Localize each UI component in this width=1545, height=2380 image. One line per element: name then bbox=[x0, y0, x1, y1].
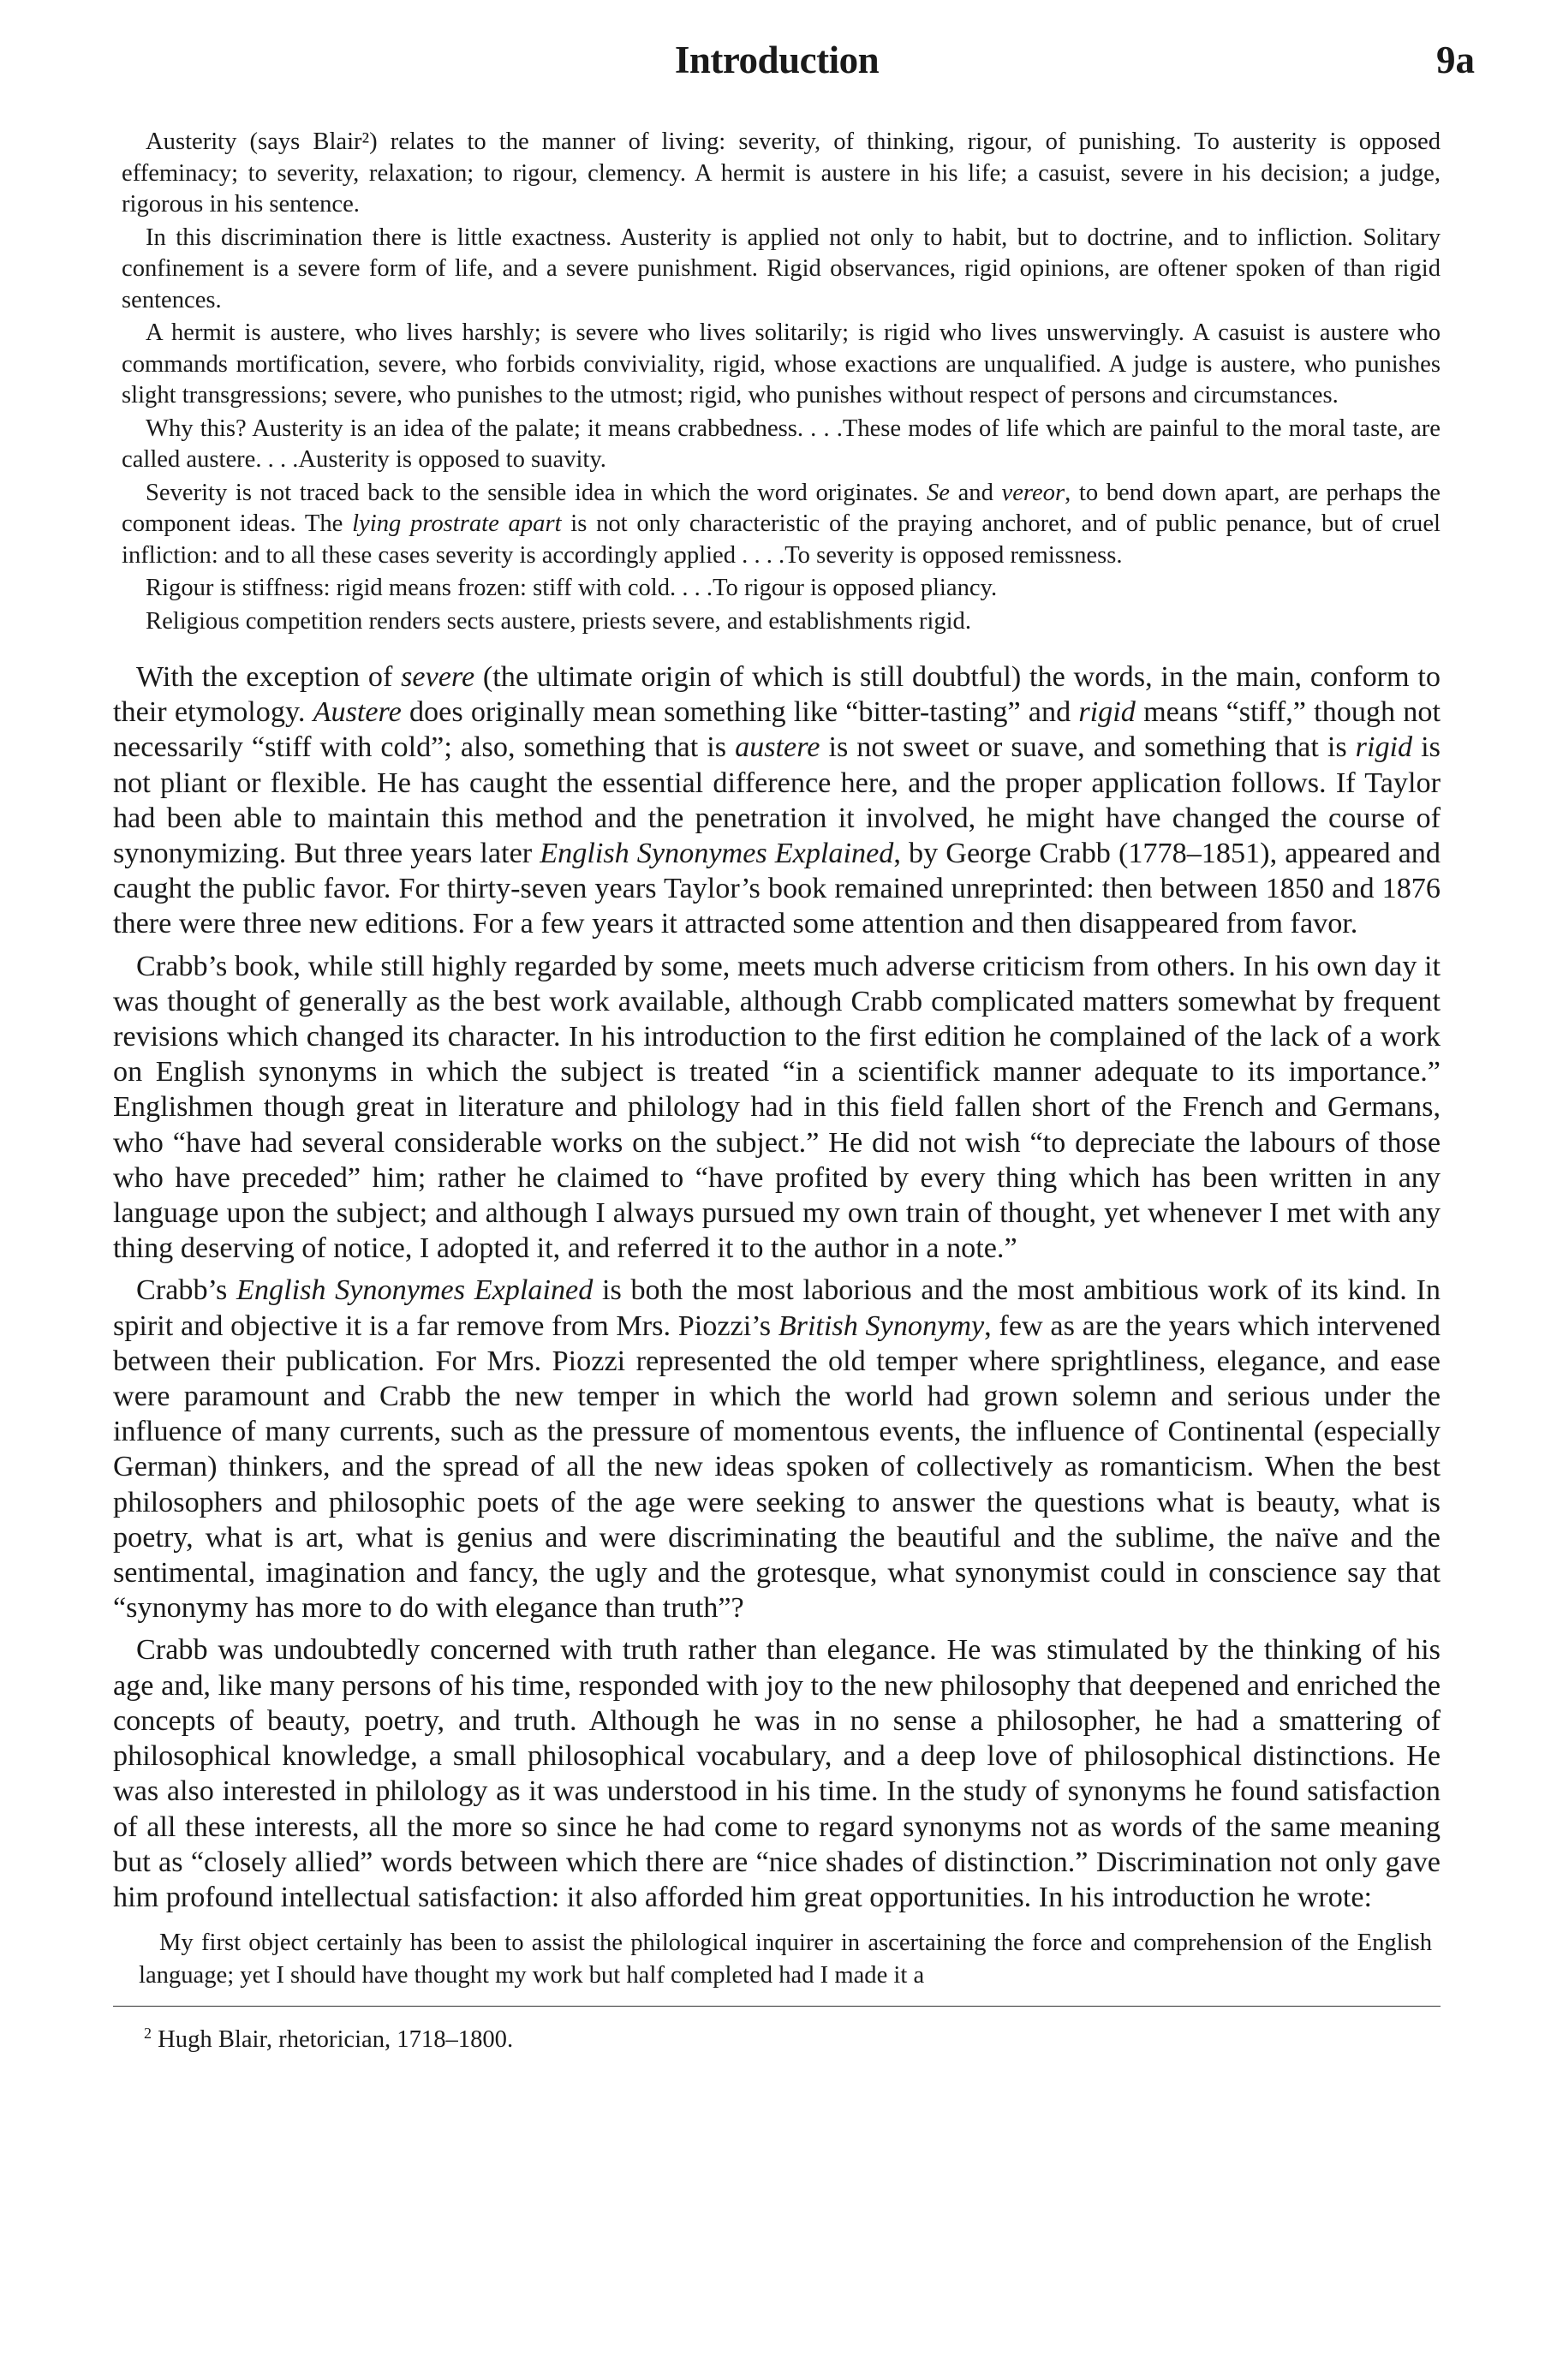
main-text bbox=[113, 659, 1441, 1915]
page-number: 9a bbox=[1436, 39, 1475, 81]
extract-paragraph: Austerity (says Blair²) relates to the manner of living: severity, of thinking, rigour, of punishing. To austerity is opposed effeminacy; to severity, relaxation; to rigour, clemency. A hermit is austere in his life; a casuist, severe in his decision; a judge, rigorous in his sentence. bbox=[122, 128, 1441, 218]
body-paragraph: Crabb was undoubtedly concerned with truth rather than elegance. He was stimulated by the thinking of his age and, like many persons of his time, responded with joy to the new philosophy that deepened and enriched the concepts of beauty, poetry, and truth. Although he was in no sense a philosopher, he had a smattering of philosophical knowledge, a small philosophical vocabulary, and a deep love of philosophical distinctions. He was also interested in philology as it was understood in his time. In the study of synonyms he found satisfaction of all these interests, all the more so since he had come to regard synonyms not as words of the same meaning but as “closely allied” words between which there are “nice shades of distinction.” Discrimination not only gave him profound intellectual satisfaction: it also afforded him great opportunities. In his introduction he wrote: bbox=[113, 1634, 1441, 1913]
quote-paragraph: My first object certainly has been to assist the philological inquirer in ascertaining the force and comprehension of the English language; yet I should have thought my work but half completed had I made it a bbox=[139, 1930, 1432, 1989]
block-quote-extract bbox=[122, 127, 1441, 637]
body-paragraph: Crabb’s English Synonymes Explained is both the most laborious and the most ambitious work of its kind. In spirit and objective it is a far remove from Mrs. Piozzi’s British Synonymy, few as are the years which intervened between their publication. For Mrs. Piozzi represented the old temper where sprightliness, elegance, and ease were paramount and Crabb the new temper in which the world had grown solemn and serious under the influence of many currents, such as the pressure of momentous events, the influence of Continental (especially German) thinkers, and the spread of all the new ideas spoken of collectively as romanticism. When the best philosophers and philosophic poets of the age were seeking to answer the questions what is beauty, what is poetry, what is art, what is genius and were discriminating the beautiful and the sublime, the naïve and the sentimental, imagination and fancy, the ugly and the grotesque, what synonymist could in conscience say that “synonymy has more to do with elegance than truth”? bbox=[113, 1274, 1441, 1625]
extract-paragraph: Why this? Austerity is an idea of the palate; it means crabbedness. . . .These modes of life which are painful to the moral taste, are called austere. . . .Austerity is opposed to suavity. bbox=[122, 415, 1441, 473]
quoted-passage bbox=[139, 1927, 1432, 1992]
extract-paragraph: In this discrimination there is little exactness. Austerity is applied not only to habit, but to doctrine, and to infliction. Solitary confinement is a severe form of life, and a severe punishment. Rigid observances, rigid opinions, are oftener spoken of than rigid sentences. bbox=[122, 224, 1441, 313]
footnote-divider bbox=[113, 2006, 1441, 2007]
running-head: Introduction bbox=[674, 39, 880, 81]
extract-paragraph: A hermit is austere, who lives harshly; is severe who lives solitarily; is rigid who lives unswervingly. A casuist is austere who commands mortification, severe, who forbids conviviality, rigid, whose exactions are unqualified. A judge is austere, who punishes slight transgressions; severe, who punishes to the utmost; rigid, who punishes without respect of persons and circumstances. bbox=[122, 319, 1441, 409]
extract-paragraph: Severity is not traced back to the sensible idea in which the word originates. Se and vereor, to bend down apart, are perhaps the component ideas. The lying prostrate apart is not only characteristic of the praying anchoret, and of public penance, but of cruel infliction: and to all these cases severity is accordingly applied . . . .To severity is opposed remissness. bbox=[122, 479, 1441, 569]
extract-paragraph: Religious competition renders sects austere, priests severe, and establishments rigid. bbox=[146, 607, 972, 635]
body-paragraph: With the exception of severe (the ultimate origin of which is still doubtful) the words, in the main, conform to their etymology. Austere does originally mean something like “bitter-tasting” and rigid means “stiff,” though not necessarily “stiff with cold”; also, something that is austere is not sweet or suave, and something that is rigid is not pliant or flexible. He has caught the essential difference here, and the proper application follows. If Taylor had been able to maintain this method and the penetration it involved, he might have changed the course of synonymizing. But three years later English Synonymes Explained, by George Crabb (1778–1851), appeared and caught the public favor. For thirty-seven years Taylor’s book remained unreprinted: then between 1850 and 1876 there were three new editions. For a few years it attracted some attention and then disappeared from favor. bbox=[113, 661, 1441, 940]
page-header bbox=[113, 26, 1475, 94]
footnote-text: Hugh Blair, rhetorician, 1718–1800. bbox=[158, 2026, 514, 2054]
extract-paragraph: Rigour is stiffness: rigid means frozen: stiff with cold. . . .To rigour is opposed pliancy. bbox=[146, 575, 998, 601]
footnote bbox=[144, 2025, 1441, 2055]
body-paragraph: Crabb’s book, while still highly regarded by some, meets much adverse criticism from others. In his own day it was thought of generally as the best work available, although Crabb complicated matters somewhat by frequent revisions which changed its character. In his introduction to the first edition he complained of the lack of a work on English synonyms in which the subject is treated “in a scientifick manner adequate to its importance.” Englishmen though great in literature and philology had in this field fallen short of the French and Germans, who “have had several considerable works on the subject.” He did not wish “to depreciate the labours of those who have preceded” him; rather he claimed to “have profited by every thing which has been written in any language upon the subject; and although I always pursued my own train of thought, yet whenever I met with any thing deserving of notice, I adopted it, and referred it to the author in a note.” bbox=[113, 950, 1441, 1265]
footnote-marker: 2 bbox=[144, 2025, 152, 2043]
page bbox=[113, 26, 1475, 2055]
